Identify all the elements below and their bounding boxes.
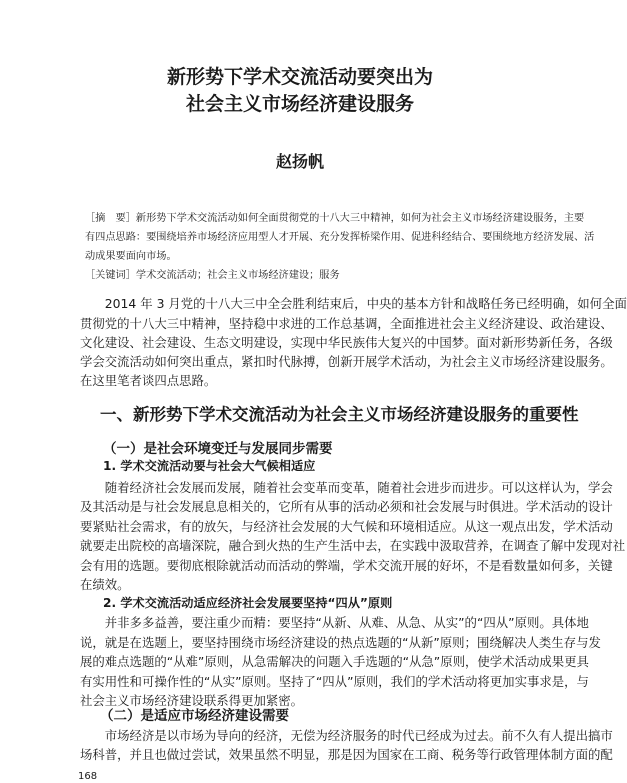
item-heading: 1. 学术交流活动要与社会大气候相适应 [103, 459, 316, 473]
text-line: 2014 年 3 月党的十八大三中全会胜利结束后，中央的基本方针和战略任务已经明确，如何全面 [80, 296, 627, 311]
abstract-line: 有四点思路：要围绕培养市场经济应用型人才开展、充分发挥桥梁作用、促进科经结合、要围绕地方经济发展、活 [85, 232, 595, 243]
text-line: 要紧贴社会需求，有的放矢，与经济社会发展的大气候和环境相适应。从这一观点出发，学术活动 [80, 519, 613, 534]
item-heading: 2. 学术交流活动适应经济社会发展要坚持“四从”原则 [103, 596, 393, 610]
text-line: 就要走出院校的高墙深院，融合到火热的生产生活中去，在实践中汲取营养，在调查了解中发现对社 [80, 538, 626, 553]
text-line: 在绩效。 [80, 577, 130, 592]
title-line: 社会主义市场经济建设服务 [185, 93, 414, 115]
author: 赵扬帆 [275, 152, 324, 171]
text-line: 随着经济社会发展而发展，随着社会变革而变革，随着社会进步而进步。可以这样认为，学会 [80, 480, 613, 495]
subsection-heading: （二）是适应市场经济建设需要 [100, 708, 289, 724]
text-line: 并非多多益善，要注重少而精：要坚持“从新、从难、从急、从实”的“四从”原则。具体地 [80, 615, 589, 630]
text-line: 学会交流活动如何突出重点，紧扣时代脉搏，创新开展学术活动，为社会主义市场经济建设服务。 [80, 354, 613, 369]
text-line: 说，就是在选题上，要坚持围绕市场经济建设的热点选题的“从新”原则；围绕解决人类生存与发 [80, 635, 601, 650]
subsection-heading: （一）是社会环境变迁与发展同步需要 [103, 441, 333, 457]
abstract-line: ［摘 要］新形势下学术交流活动如何全面贯彻党的十八大三中精神，如何为社会主义市场经济建设服务，主要 [85, 213, 585, 224]
text-line: 在这里笔者谈四点思路。 [80, 373, 217, 388]
text-line: 市场经济是以市场为导向的经济，无偿为经济服务的时代已经成为过去。前不久有人提出搞市 [80, 728, 613, 743]
text-line: 展的难点选题的“从难”原则，从急需解决的问题入手选题的“从急”原则，使学术活动成果更具 [80, 654, 589, 669]
title-line: 新形势下学术交流活动要突出为 [166, 66, 433, 88]
page-number: 168 [78, 771, 98, 782]
abstract-line: 动成果要面向市场。 [85, 251, 177, 262]
text-line: 贯彻党的十八大三中精神，坚持稳中求进的工作总基调，全面推进社会主义经济建设、政治建设、 [80, 316, 613, 331]
section-heading: 一、新形势下学术交流活动为社会主义市场经济建设服务的重要性 [100, 405, 579, 424]
text-line: 场科普，并且也做过尝试，效果虽然不明显，那是因为国家在工商、税务等行政管理体制方面的配 [80, 747, 613, 762]
text-line: 社会主义市场经济建设联系得更加紧密。 [80, 693, 304, 708]
text-line: 及其活动是与社会发展息息相关的，它所有从事的活动必须和社会发展与时俱进。学术活动的设计 [80, 499, 613, 514]
text-line: 会有用的选题。要彻底根除就活动而活动的弊端，学术交流开展的好坏，不是看数量如何多，关键 [80, 558, 613, 573]
keywords: ［关键词］学术交流活动；社会主义市场经济建设；服务 [85, 270, 340, 281]
text-line: 有实用性和可操作性的“从实”原则。坚持了“四从”原则，我们的学术活动将更加实事求是，与 [80, 674, 589, 689]
text-line: 文化建设、社会建设、生态文明建设，实现中华民族伟大复兴的中国梦。面对新形势新任务，各级 [80, 335, 613, 350]
